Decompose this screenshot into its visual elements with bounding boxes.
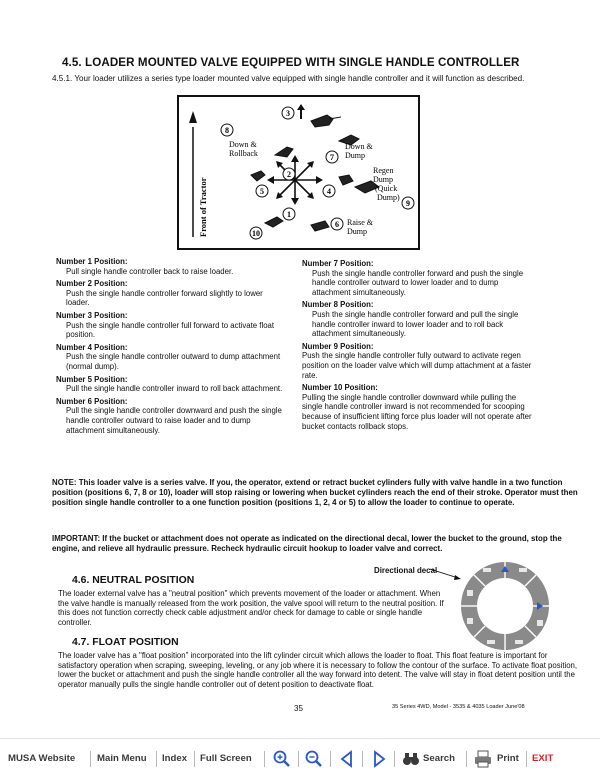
position-text: Pull the single handle controller inward to roll back attachment.: [66, 384, 283, 394]
series-valve-note: NOTE: This loader valve is a series valve. If you, the operator, extend or retract bucket cylinders fully with valve handle in a two function position (positions 6, 7, 8 or 10), loader will stop raising or lowering when bucket cylinders reach the end of their stroke. Operator must then position single handle controller to a one function position (positions 1, 2, 4 or 5) to allow the loader to continue to operate.: [52, 478, 578, 507]
toolbar-divider: [194, 751, 195, 767]
float-bucket-sketch: [311, 115, 333, 127]
main-menu-button[interactable]: Main Menu: [97, 753, 147, 764]
position-10: [302, 383, 534, 431]
position-9: [302, 342, 534, 380]
exit-button[interactable]: EXIT: [532, 753, 554, 764]
toolbar-divider: [526, 751, 527, 767]
print-button[interactable]: Print: [497, 753, 519, 764]
valve-position-diagram: [177, 95, 420, 250]
position-text: Pull the single handle controller downward and push the single handle controller outward to raise loader and to dump attachment simultaneously.: [66, 406, 282, 435]
regen-label-4: Dump): [377, 193, 400, 202]
position-title: Number 4 Position:: [56, 342, 128, 352]
position-10-number: 10: [252, 229, 260, 238]
musa-website-button[interactable]: MUSA Website: [8, 753, 76, 764]
position-title: Number 6 Position:: [56, 396, 128, 406]
section-heading: 4.5. LOADER MOUNTED VALVE EQUIPPED WITH SINGLE HANDLE CONTROLLER: [62, 56, 520, 69]
position-text: Pulling the single handle controller downward while pulling the single handle controller inward is not recommended for scooping because of insufficient lifting force plus loader will not operate after bucket contacts rollback stops.: [302, 392, 532, 431]
position-title: Number 5 Position:: [56, 374, 128, 384]
down-dump-label-2: Dump: [345, 151, 365, 160]
search-binoculars-icon[interactable]: [401, 749, 421, 769]
position-8-number: 8: [225, 126, 229, 135]
search-button[interactable]: Search: [423, 753, 455, 764]
position-6-number: 6: [335, 220, 339, 229]
regen-label-1: Regen: [373, 166, 394, 175]
toolbar-divider: [264, 751, 265, 767]
dump-sketch: [339, 175, 353, 185]
position-7: [302, 259, 534, 297]
important-notice: IMPORTANT: If the bucket or attachment does not operate as indicated on the directional decal, lower the bucket to the ground, stop the engine, and relieve all hydraulic pressure. Recheck hydraulic circuit hookup to loader valve and correct.: [52, 534, 562, 553]
decal-pointer-arrow: [430, 566, 462, 582]
float-heading: 4.7. FLOAT POSITION: [72, 637, 179, 648]
toolbar-divider: [394, 751, 395, 767]
directional-decal-image: [459, 560, 551, 652]
diagram-labels: [229, 140, 400, 236]
position-text: Push the single handle controller fully outward to activate regen position on the loader valve which will dump attachment at a faster rate.: [302, 351, 532, 380]
zoom-out-icon[interactable]: [304, 749, 324, 769]
position-text: Push the single handle controller forward and push the single handle controller outward to lower loader and to dump attachment simultaneously.: [312, 268, 524, 297]
position-4: [56, 343, 288, 372]
index-button[interactable]: Index: [162, 753, 188, 764]
position-1: [56, 257, 288, 276]
toolbar-divider: [298, 751, 299, 767]
position-text: Push the single handle controller forward slightly to lower loader.: [66, 288, 263, 308]
position-text: Push the single handle controller full forward to activate float position.: [66, 320, 275, 340]
position-5-number: 5: [260, 187, 264, 196]
position-title: Number 1 Position:: [56, 257, 128, 266]
down-rollback-label-1: Down &: [229, 140, 257, 149]
rollback-sketch: [251, 171, 265, 181]
scoop-sketch: [265, 217, 283, 227]
previous-page-icon[interactable]: [337, 749, 357, 769]
position-1-number: 1: [287, 210, 291, 219]
position-3-number: 3: [286, 109, 290, 118]
full-screen-button[interactable]: Full Screen: [200, 753, 252, 764]
toolbar-divider: [156, 751, 157, 767]
down-rollback-sketch: [275, 147, 293, 157]
page-number: 35: [294, 704, 303, 713]
intro-paragraph: 4.5.1. Your loader utilizes a series type loader mounted valve equipped with single handle controller and it will function as described.: [52, 74, 525, 83]
regen-label-2: Dump: [373, 175, 393, 184]
down-rollback-label-2: Rollback: [229, 149, 258, 158]
loader-sketches: [251, 115, 379, 231]
directional-decal-label: Directional decal: [374, 566, 438, 575]
positions-right-column: [302, 259, 534, 434]
position-4-number: 4: [327, 187, 331, 196]
position-2-number: 2: [287, 170, 291, 179]
front-of-tractor-label: Front of Tractor: [198, 177, 208, 237]
position-6: [56, 397, 288, 435]
positions-left-column: [56, 257, 288, 438]
toolbar-divider: [330, 751, 331, 767]
position-7-number: 7: [330, 153, 334, 162]
position-title: Number 2 Position:: [56, 279, 128, 289]
navigation-toolbar: [0, 738, 600, 776]
position-text: Pull single handle controller back to raise loader.: [66, 266, 234, 276]
printer-icon[interactable]: [473, 749, 493, 769]
toolbar-divider: [466, 751, 467, 767]
position-title: Number 8 Position:: [302, 300, 374, 310]
position-8: [302, 300, 534, 338]
front-arrow-head: [189, 111, 197, 123]
position-title: Number 3 Position:: [56, 310, 128, 320]
neutral-heading: 4.6. NEUTRAL POSITION: [72, 575, 195, 586]
position-title: Number 10 Position:: [302, 383, 378, 393]
raise-dump-sketch: [311, 221, 329, 231]
raise-dump-label-2: Dump: [347, 227, 367, 236]
position-2: [56, 279, 288, 308]
neutral-paragraph: The loader external valve has a "neutral position" which prevents movement of the loader or attachment. When the valve handle is manually released from the work position, the valve spool will return to the neutral position. If this does not function correctly check cable adjustment and/or check for damage to cable or single handle controller.: [58, 589, 444, 627]
float-paragraph: The loader valve has a "float position" incorporated into the lift cylinder circuit which allows the loader to float. This float feature is important for satisfactory operation when scraping, sweeping, leveling, or any job where it is necessary to follow the contour of the surface. To activate float position, lower the bucket or attachment and push the single handle controller all the way forward into detent. The valve will stay in float detent position until the operator manually pulls the single handle controller out of detent position to deactivate float.: [58, 651, 578, 689]
position-text: Push the single handle controller forward and pull the single handle controller inward to lower loader and to roll back attachment simultaneously.: [312, 309, 519, 339]
zoom-in-icon[interactable]: [272, 749, 292, 769]
position-title: Number 9 Position:: [302, 341, 374, 351]
toolbar-divider: [362, 751, 363, 767]
page-footer: 35 Series 4WD, Model - 3535 & 4035 Loader June'08: [392, 704, 525, 710]
position-text: Push the single handle controller outward to dump attachment (normal dump).: [66, 352, 281, 371]
next-page-icon[interactable]: [369, 749, 389, 769]
toolbar-divider: [90, 751, 91, 767]
regen-label-3: (Quick: [375, 184, 398, 193]
position-5: [56, 375, 288, 394]
raise-dump-label-1: Raise &: [347, 218, 373, 227]
float-arrows: [297, 104, 305, 119]
down-dump-label-1: Down &: [345, 142, 373, 151]
position-9-number: 9: [406, 199, 410, 208]
position-3: [56, 311, 288, 340]
diagram-canvas: [179, 97, 418, 248]
position-title: Number 7 Position:: [302, 259, 374, 268]
